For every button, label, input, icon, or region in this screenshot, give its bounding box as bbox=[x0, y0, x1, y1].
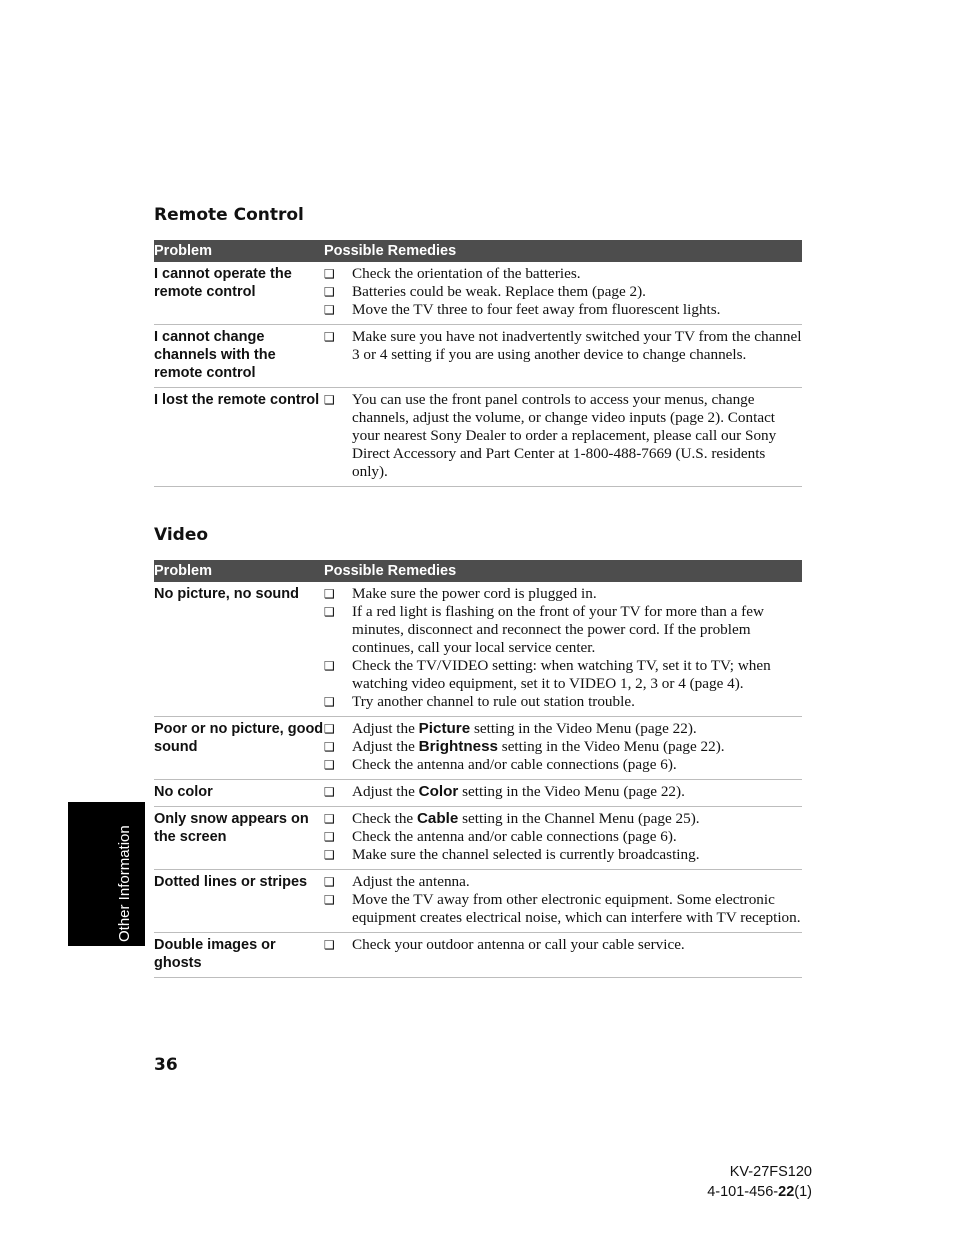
table-row bbox=[154, 717, 802, 780]
checkbox-bullet-icon: ❑ bbox=[324, 695, 335, 709]
remedies-column-header: Possible Remedies bbox=[324, 563, 457, 579]
remedy-item bbox=[324, 603, 802, 657]
problem-cell: Dotted lines or stripes bbox=[154, 874, 308, 890]
checkbox-bullet-icon: ❑ bbox=[324, 893, 335, 907]
checkbox-bullet-icon: ❑ bbox=[324, 848, 335, 862]
remedy-item bbox=[324, 391, 802, 481]
table-header bbox=[154, 240, 802, 262]
remedy-item bbox=[324, 328, 802, 364]
video-heading: Video bbox=[154, 525, 209, 545]
remedy-text: Adjust the Color setting in the Video Menu (page 22). bbox=[352, 783, 685, 800]
side-tab-label: Other Information bbox=[116, 825, 133, 942]
remedy-text: Adjust the Picture setting in the Video Menu (page 22). bbox=[352, 720, 697, 737]
side-section-tab bbox=[68, 802, 145, 946]
remedies-cell bbox=[324, 328, 802, 382]
table-row bbox=[154, 780, 802, 807]
remedy-text: Check the Cable setting in the Channel Menu (page 25). bbox=[352, 810, 700, 827]
remedy-text: Make sure you have not inadvertently switched your TV from the channel 3 or 4 setting if you are using another device to change channels. bbox=[352, 328, 802, 363]
remedy-text: Batteries could be weak. Replace them (page 2). bbox=[352, 283, 646, 300]
problem-cell: No color bbox=[154, 784, 213, 800]
remedies-cell bbox=[324, 391, 802, 481]
table-row bbox=[154, 870, 802, 933]
checkbox-bullet-icon: ❑ bbox=[324, 393, 335, 407]
problem-cell: Poor or no picture, good sound bbox=[154, 721, 324, 755]
part-number: 4-101-456-22(1) bbox=[707, 1184, 812, 1200]
remedy-item bbox=[324, 846, 802, 864]
checkbox-bullet-icon: ❑ bbox=[324, 830, 335, 844]
remedy-item bbox=[324, 693, 802, 711]
checkbox-bullet-icon: ❑ bbox=[324, 659, 335, 673]
remedy-text: You can use the front panel controls to access your menus, change channels, adjust the volume, or change video inputs (page 2). Contact your nearest Sony Dealer to order a replacement, please call our Sony Direct Accessory and Part Center at 1-800-488-7669 (U.S. residents only). bbox=[352, 391, 777, 480]
remedy-text: Make sure the channel selected is currently broadcasting. bbox=[352, 846, 700, 863]
remedy-text: Check the antenna and/or cable connections (page 6). bbox=[352, 756, 677, 773]
remedy-item bbox=[324, 585, 802, 603]
remedy-item bbox=[324, 301, 802, 319]
remedy-item bbox=[324, 783, 802, 801]
remedies-cell bbox=[324, 783, 802, 801]
table-row bbox=[154, 807, 802, 870]
remedy-text: Make sure the power cord is plugged in. bbox=[352, 585, 597, 602]
remedy-item bbox=[324, 828, 802, 846]
problem-cell: I cannot operate the remote control bbox=[154, 266, 292, 300]
remedy-text: Check the TV/VIDEO setting: when watching TV, set it to TV; when watching video equipment, set it to VIDEO 1, 2, 3 or 4 (page 4). bbox=[352, 657, 771, 692]
remedies-cell bbox=[324, 720, 802, 774]
remedy-text: Try another channel to rule out station trouble. bbox=[352, 693, 635, 710]
remedy-text: Adjust the antenna. bbox=[352, 873, 470, 890]
table-row bbox=[154, 325, 802, 388]
remedies-cell bbox=[324, 936, 802, 972]
table-row bbox=[154, 388, 802, 487]
checkbox-bullet-icon: ❑ bbox=[324, 785, 335, 799]
checkbox-bullet-icon: ❑ bbox=[324, 758, 335, 772]
remedy-item bbox=[324, 810, 802, 828]
remedy-item bbox=[324, 738, 802, 756]
checkbox-bullet-icon: ❑ bbox=[324, 587, 335, 601]
page-number: 36 bbox=[154, 1055, 178, 1075]
checkbox-bullet-icon: ❑ bbox=[324, 267, 335, 281]
remedies-column-header: Possible Remedies bbox=[324, 243, 457, 259]
checkbox-bullet-icon: ❑ bbox=[324, 875, 335, 889]
problem-cell: I lost the remote control bbox=[154, 392, 320, 408]
remedies-cell bbox=[324, 873, 802, 927]
remedies-cell bbox=[324, 265, 802, 319]
remedy-item bbox=[324, 720, 802, 738]
checkbox-bullet-icon: ❑ bbox=[324, 740, 335, 754]
table-row bbox=[154, 933, 802, 978]
remedy-text: Move the TV away from other electronic equipment. Some electronic equipment creates electrical noise, which can interfere with TV reception. bbox=[352, 891, 801, 926]
problem-cell: No picture, no sound bbox=[154, 586, 299, 602]
checkbox-bullet-icon: ❑ bbox=[324, 303, 335, 317]
table-row bbox=[154, 262, 802, 325]
remedy-item bbox=[324, 936, 802, 954]
problem-cell: Double images or ghosts bbox=[154, 937, 276, 971]
remedy-text: Check the antenna and/or cable connections (page 6). bbox=[352, 828, 677, 845]
remedy-item bbox=[324, 657, 802, 693]
problem-cell: Only snow appears on the screen bbox=[154, 811, 309, 845]
footer-code bbox=[707, 1162, 812, 1202]
remedy-item bbox=[324, 891, 802, 927]
problem-cell: I cannot change channels with the remote control bbox=[154, 329, 276, 381]
checkbox-bullet-icon: ❑ bbox=[324, 812, 335, 826]
remedy-item bbox=[324, 756, 802, 774]
remedies-cell bbox=[324, 810, 802, 864]
remedy-text: Check the orientation of the batteries. bbox=[352, 265, 581, 282]
checkbox-bullet-icon: ❑ bbox=[324, 938, 335, 952]
checkbox-bullet-icon: ❑ bbox=[324, 722, 335, 736]
table-header bbox=[154, 560, 802, 582]
remedy-item bbox=[324, 265, 802, 283]
remote-control-table bbox=[154, 240, 802, 487]
model-number: KV-27FS120 bbox=[729, 1164, 812, 1180]
checkbox-bullet-icon: ❑ bbox=[324, 330, 335, 344]
remote-control-heading: Remote Control bbox=[154, 205, 304, 225]
remedy-text: Move the TV three to four feet away from fluorescent lights. bbox=[352, 301, 721, 318]
remedy-text: Check your outdoor antenna or call your cable service. bbox=[352, 936, 685, 953]
problem-column-header: Problem bbox=[154, 563, 213, 579]
checkbox-bullet-icon: ❑ bbox=[324, 605, 335, 619]
remedy-text: If a red light is flashing on the front of your TV for more than a few minutes, disconnect and reconnect the power cord. If the problem continues, call your local service center. bbox=[352, 603, 764, 656]
video-table bbox=[154, 560, 802, 978]
remedy-item bbox=[324, 283, 802, 301]
remedy-item bbox=[324, 873, 802, 891]
problem-column-header: Problem bbox=[154, 243, 213, 259]
checkbox-bullet-icon: ❑ bbox=[324, 285, 335, 299]
remedies-cell bbox=[324, 585, 802, 711]
remedy-text: Adjust the Brightness setting in the Video Menu (page 22). bbox=[352, 738, 725, 755]
table-row bbox=[154, 582, 802, 717]
